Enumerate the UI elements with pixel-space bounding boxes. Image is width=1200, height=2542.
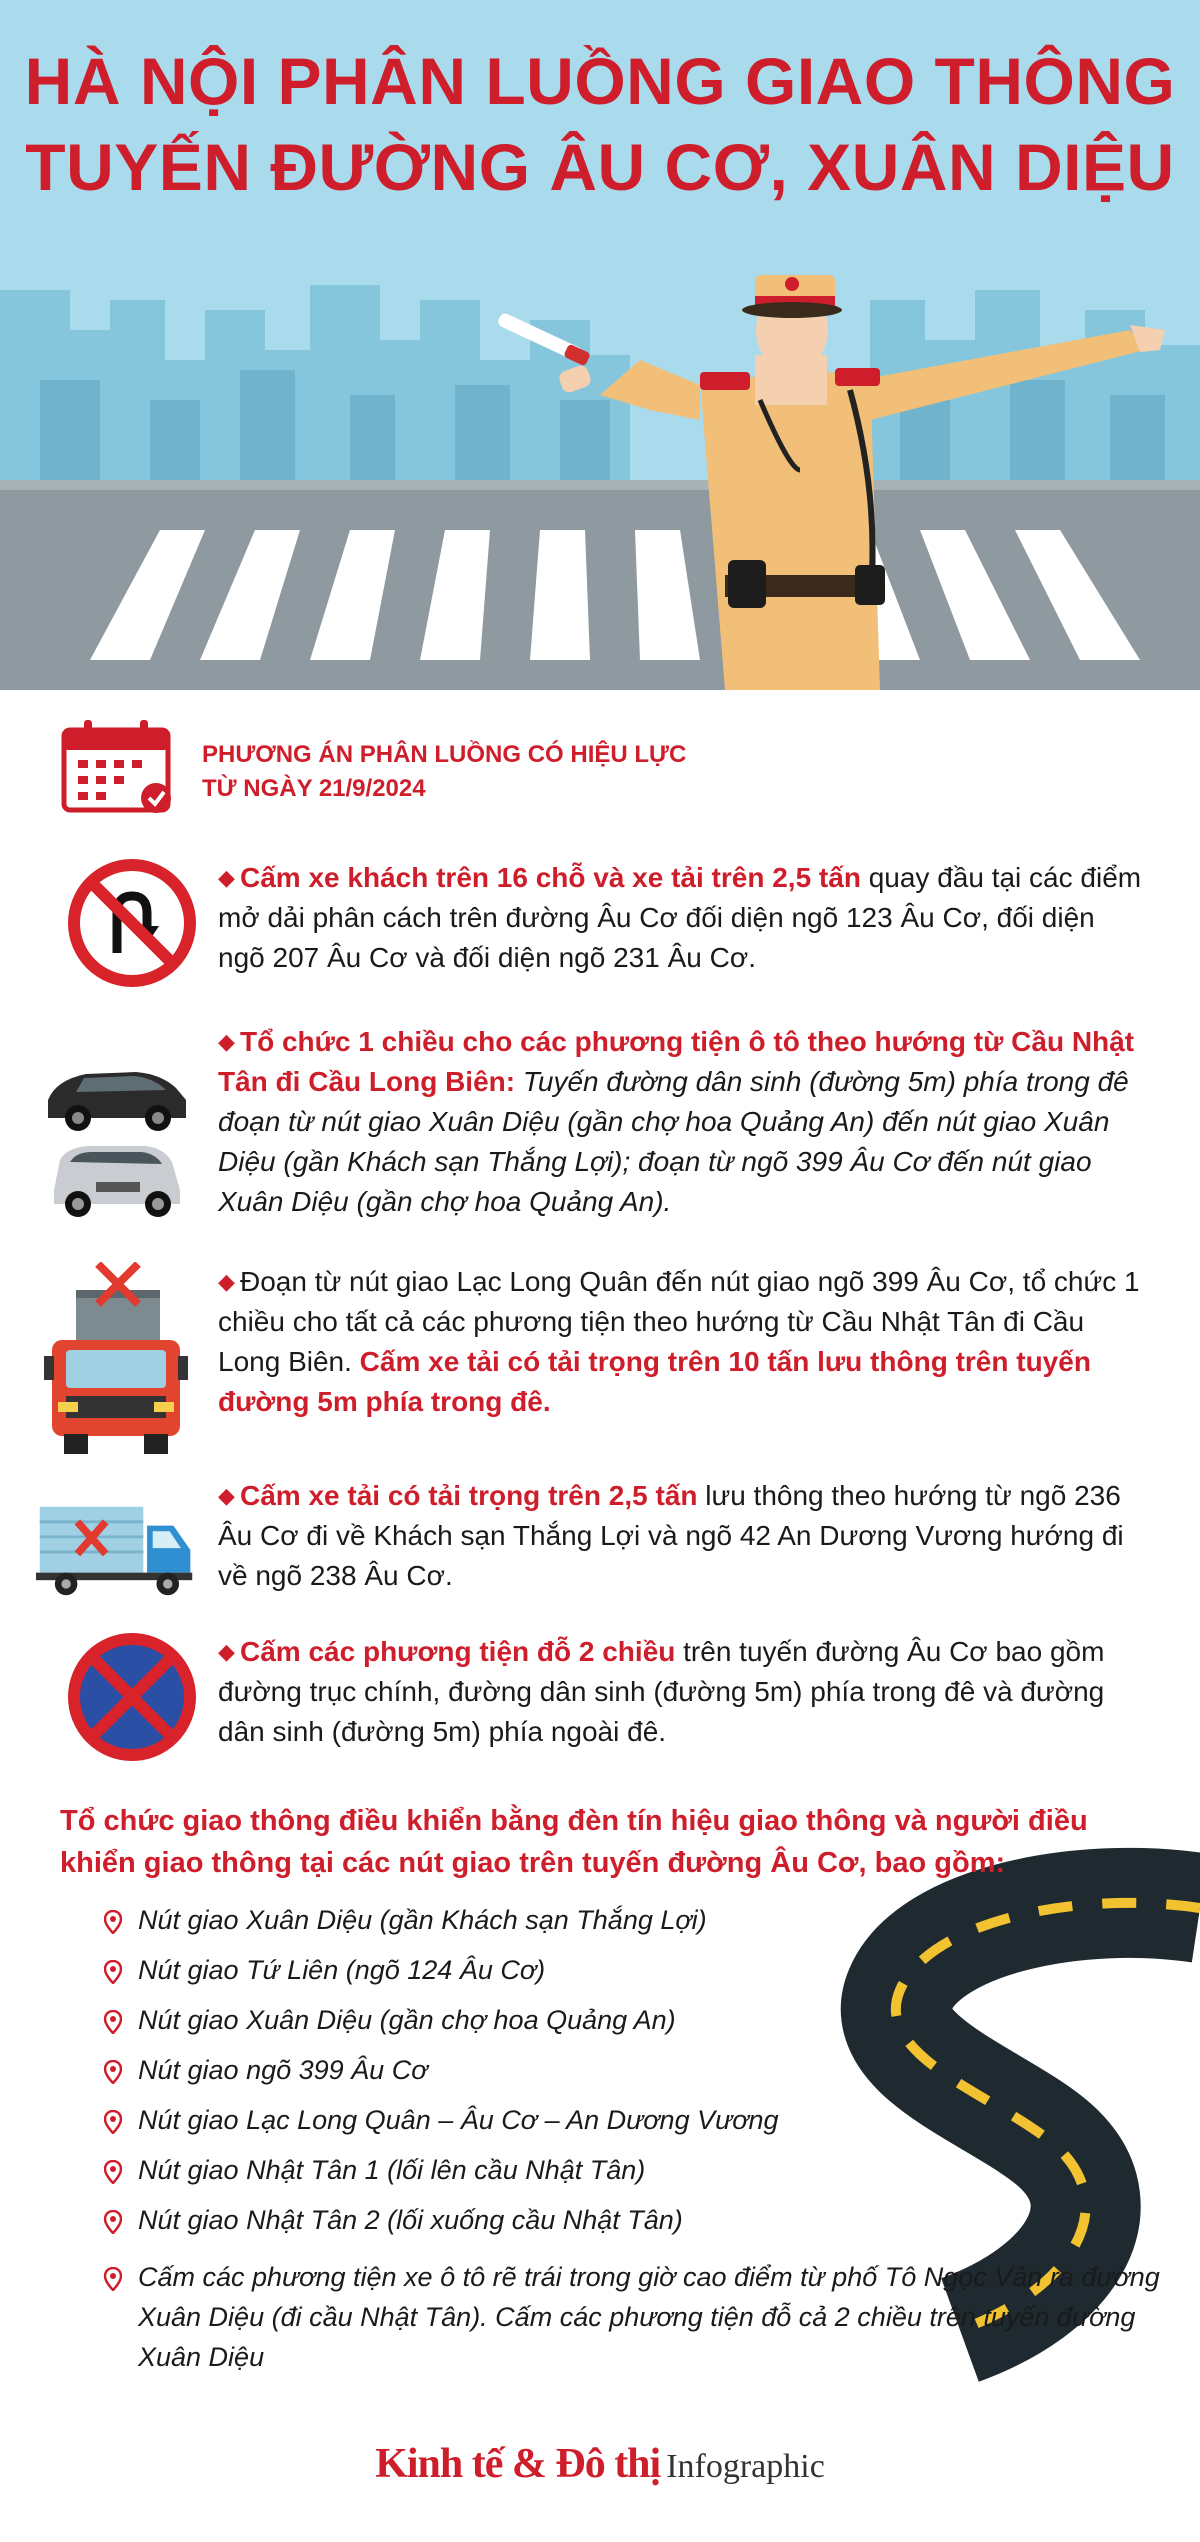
- location-pin-icon: [104, 2267, 122, 2291]
- diamond-bullet-icon: ◆: [218, 865, 235, 890]
- intersection-label: Nút giao Nhật Tân 1 (lối lên cầu Nhật Tân): [138, 2155, 646, 2185]
- location-pin-icon: [104, 2210, 122, 2234]
- rule-body: Đoạn từ nút giao Lạc Long Quân đến nút giao ngõ 399 Âu Cơ, tổ chức 1 chiều cho tất cả các phương tiện theo hướng từ Cầu Nhật Tân đi Cầu Long Biên.: [218, 1266, 1140, 1377]
- intersection-label: Nút giao Lạc Long Quân – Âu Cơ – An Dương Vương: [138, 2105, 779, 2135]
- rule-body: quay đầu tại các điểm mở dải phân cách trên đường Âu Cơ đối diện ngõ 123 Âu Cơ, đối diện ngõ 207 Âu Cơ và đối diện ngõ 231 Âu Cơ.: [218, 862, 1142, 973]
- location-pin-icon: [104, 2010, 122, 2034]
- intersection-label: Nút giao Tứ Liên (ngõ 124 Âu Cơ): [138, 1955, 546, 1985]
- intersection-list: [100, 1900, 820, 2250]
- diamond-bullet-icon: ◆: [218, 1269, 235, 1294]
- location-pin-icon: [104, 2160, 122, 2184]
- title-line-1: HÀ NỘI PHÂN LUỒNG GIAO THÔNG: [24, 44, 1176, 118]
- list-item: [100, 1900, 820, 1950]
- location-pin-icon: [104, 2060, 122, 2084]
- rule-highlight: Cấm các phương tiện đỗ 2 chiều: [240, 1636, 676, 1667]
- effective-line-1: PHƯƠNG ÁN PHÂN LUỒNG CÓ HIỆU LỰC: [202, 741, 687, 768]
- footer-brand: [0, 2440, 1200, 2488]
- title-line-2: TUYẾN ĐƯỜNG ÂU CƠ, XUÂN DIỆU: [25, 130, 1175, 204]
- list-item: [100, 2000, 820, 2050]
- list-item: [100, 2200, 820, 2250]
- list-item: [100, 2150, 820, 2200]
- brand-logo: Kinh tế & Đô thị: [375, 2441, 661, 2487]
- rule-highlight: Tổ chức 1 chiều cho các phương tiện ô tô theo hướng từ Cầu Nhật Tân đi Cầu Long Biên:: [218, 1026, 1135, 1097]
- list-item: [100, 1950, 820, 2000]
- rule-highlight: Cấm xe khách trên 16 chỗ và xe tải trên 2,5 tấn: [240, 862, 861, 893]
- intersection-label: Nút giao Xuân Diệu (gần chợ hoa Quảng An): [138, 2005, 676, 2035]
- location-pin-icon: [104, 1960, 122, 1984]
- note-text: Cấm các phương tiện xe ô tô rẽ trái trong giờ cao điểm từ phố Tô Ngọc Vân ra đường Xuân Diệu (đi cầu Nhật Tân). Cấm các phương tiện đỗ cả 2 chiều trên tuyến đường Xuân Diệu: [138, 2262, 1160, 2372]
- list-item: [100, 2050, 820, 2100]
- rule-highlight: Cấm xe tải có tải trọng trên 2,5 tấn: [240, 1480, 698, 1511]
- location-pin-icon: [104, 1910, 122, 1934]
- brand-suffix: Infographic: [666, 2448, 825, 2485]
- rule-highlight: Cấm xe tải có tải trọng trên 10 tấn lưu thông trên tuyến đường 5m phía trong đê.: [218, 1346, 1091, 1417]
- left-turn-parking-note: [100, 2257, 1178, 2377]
- location-pin-icon: [104, 2110, 122, 2134]
- intersection-label: Nút giao ngõ 399 Âu Cơ: [138, 2055, 428, 2085]
- rule-body: Tuyến đường dân sinh (đường 5m) phía trong đê đoạn từ nút giao Xuân Diệu (gần chợ hoa Quảng An) đến nút giao Xuân Diệu (gần Khách sạn Thắng Lợi); đoạn từ ngõ 399 Âu Cơ đến nút giao Xuân Diệu (gần chợ hoa Quảng An).: [218, 1066, 1129, 1217]
- diamond-bullet-icon: ◆: [218, 1029, 235, 1054]
- diamond-bullet-icon: ◆: [218, 1639, 235, 1664]
- intersection-label: Nút giao Xuân Diệu (gần Khách sạn Thắng Lợi): [138, 1905, 707, 1935]
- diamond-bullet-icon: ◆: [218, 1483, 235, 1508]
- intersection-label: Nút giao Nhật Tân 2 (lối xuống cầu Nhật Tân): [138, 2205, 683, 2235]
- rule-body: trên tuyến đường Âu Cơ bao gồm đường trục chính, đường dân sinh (đường 5m) phía trong đê và đường dân sinh (đường 5m) phía ngoài đê.: [218, 1636, 1105, 1747]
- effective-line-2: TỪ NGÀY 21/9/2024: [202, 775, 426, 802]
- intersections-heading: Tổ chức giao thông điều khiển bằng đèn tín hiệu giao thông và người điều khiển giao thông tại các nút giao trên tuyến đường Âu Cơ, bao gồm:: [60, 1805, 1088, 1879]
- rule-body: lưu thông theo hướng từ ngõ 236 Âu Cơ đi về Khách sạn Thắng Lợi và ngõ 42 An Dương Vương hướng đi về ngõ 238 Âu Cơ.: [218, 1480, 1124, 1591]
- list-item: [100, 2100, 820, 2150]
